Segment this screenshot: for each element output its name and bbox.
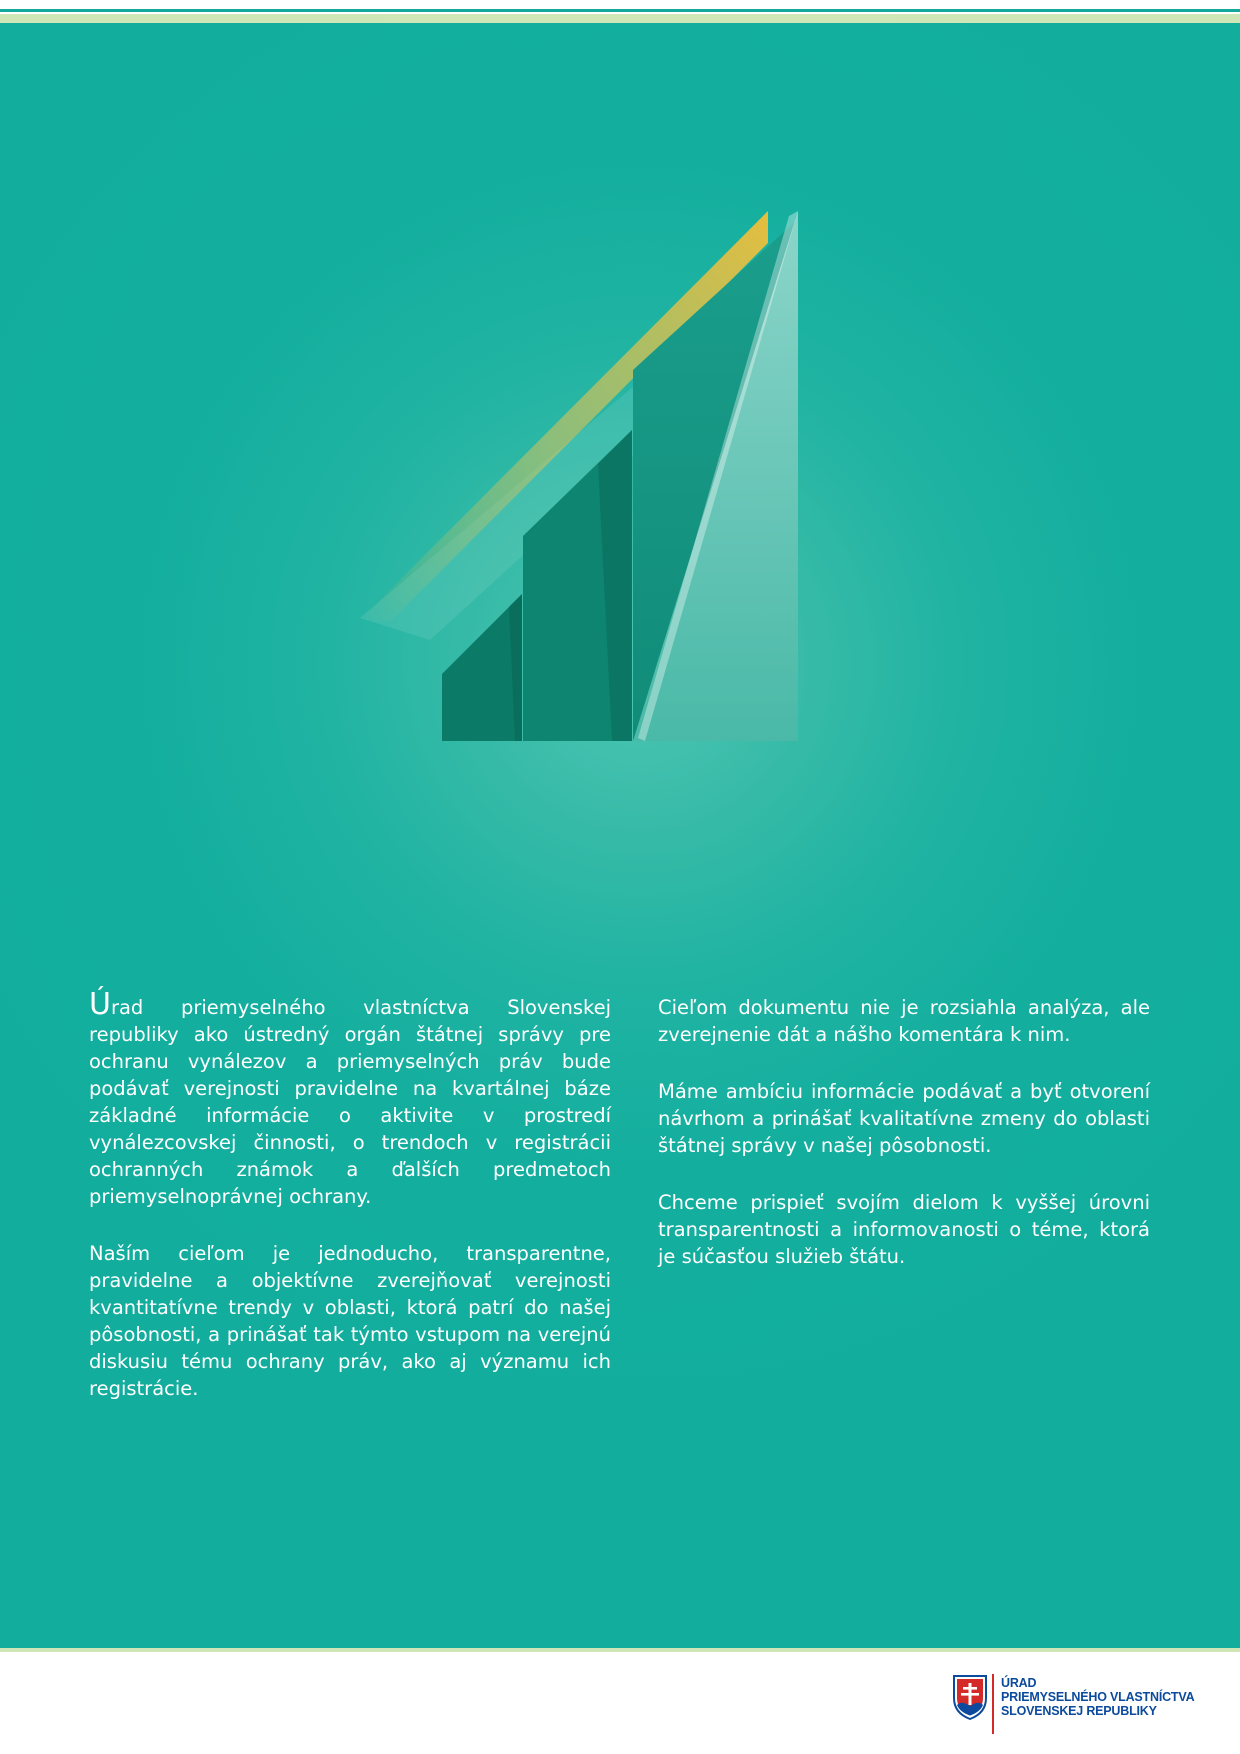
- drop-cap: Ú: [89, 987, 111, 1022]
- intro-left-column: [89, 987, 611, 1432]
- logo-wordmark: [1001, 1676, 1194, 1718]
- intro-paragraph-2: Naším cieľom je jednoducho, transparentne, pravidelne a objektívne zverejňovať verejnosti kvantitatívne trendy v oblasti, ktorá patrí do našej pôsobnosti, a prinášať tak týmto vstupom na verejnú diskusiu tému ochrany práv, ako aj významu ich registrácie.: [89, 1242, 611, 1400]
- slovak-coat-of-arms-icon: [952, 1674, 988, 1720]
- office-logo: [952, 1674, 1212, 1734]
- intro-right-column: [658, 994, 1150, 1300]
- intro-paragraph-4: Máme ambíciu informácie podávať a byť otvorení návrhom a prinášať kvalitatívne zmeny do oblasti štátnej správy v našej pôsobnosti.: [658, 1080, 1150, 1157]
- logo-line-1: ÚRAD: [1001, 1676, 1037, 1690]
- intro-paragraph-1-text: rad priemyselného vlastníctva Slovenskej republiky ako ústredný orgán štátnej správy pre ochranu vynálezov a priemyselných práv bude podávať verejnosti pravidelne na kvartálnej báze základné informácie o aktivite v prostredí vynálezcovskej činnosti, o trendoch v registrácii ochranných známok a ďalších predmetoch priemyselnoprávnej ochrany.: [89, 996, 611, 1208]
- intro-paragraph-5: Chceme prispieť svojím dielom k vyššej úrovni transparentnosti a informovanosti o téme, ktorá je súčasťou služieb štátu.: [658, 1191, 1150, 1268]
- logo-divider: [992, 1674, 994, 1734]
- intro-paragraph-1: [89, 987, 611, 1210]
- logo-line-3: SLOVENSKEJ REPUBLIKY: [1001, 1704, 1157, 1718]
- logo-line-2: PRIEMYSELNÉHO VLASTNÍCTVA: [1001, 1690, 1195, 1704]
- intro-paragraph-3: Cieľom dokumentu nie je rozsiahla analýza, ale zverejnenie dát a nášho komentára k nim.: [658, 996, 1150, 1046]
